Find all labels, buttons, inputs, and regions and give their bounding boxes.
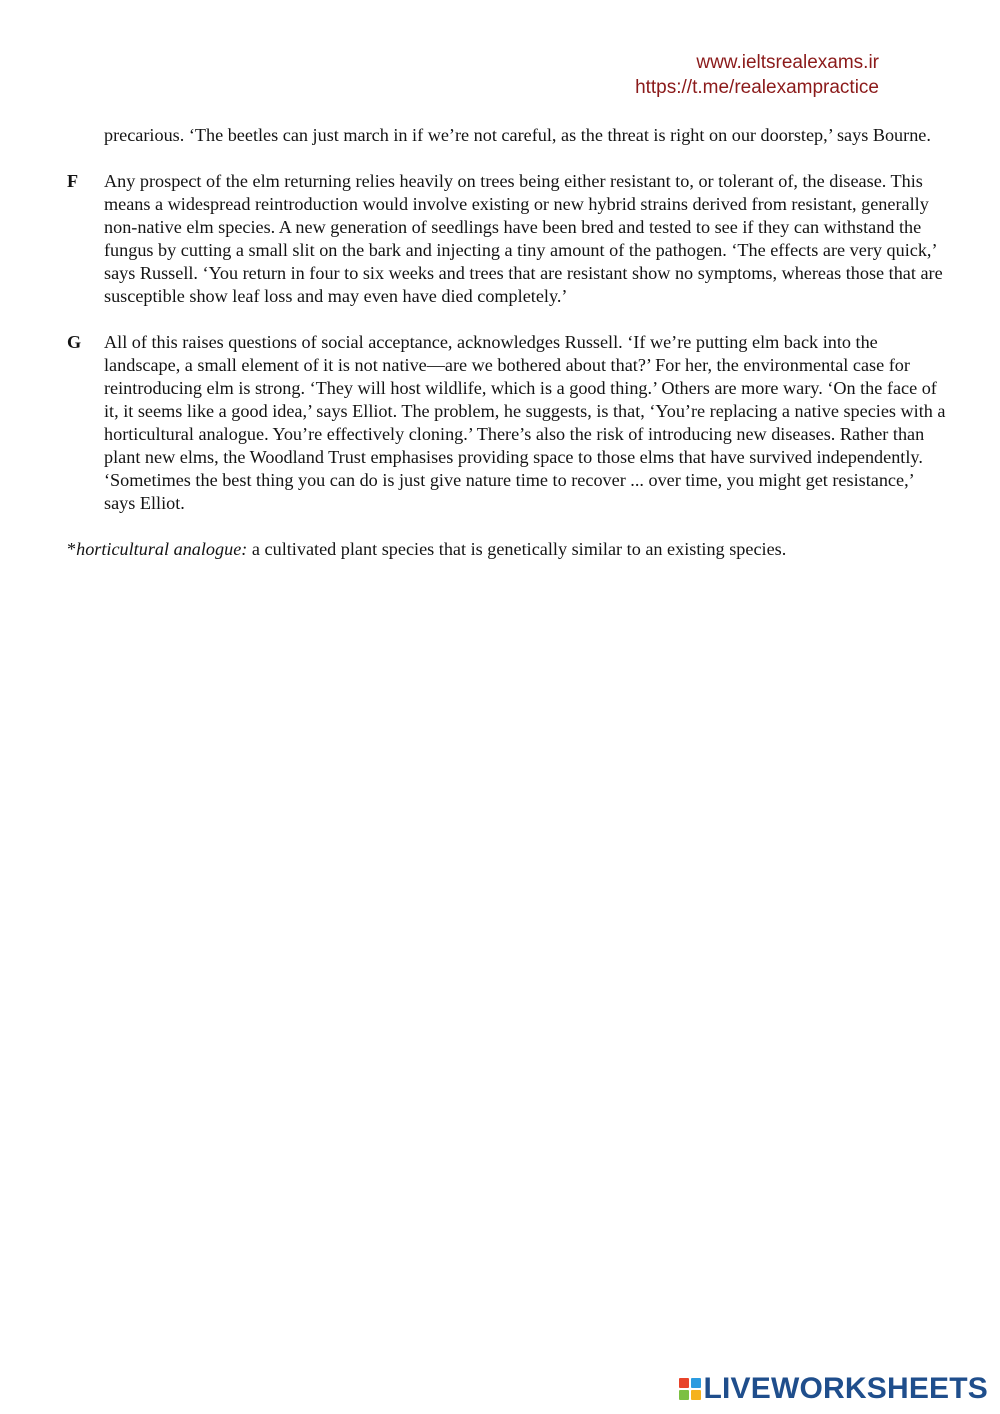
- liveworksheets-blocks-icon: [679, 1378, 701, 1400]
- logo-block: [691, 1378, 701, 1388]
- website-link[interactable]: www.ieltsrealexams.ir: [696, 52, 879, 73]
- footnote-definition: a cultivated plant species that is genetically similar to an existing species.: [247, 539, 787, 559]
- paragraph-letter: F: [67, 171, 79, 191]
- article-body: [67, 124, 947, 561]
- continuation-paragraph: [67, 124, 947, 147]
- logo-block: [679, 1390, 689, 1400]
- logo-block: [679, 1378, 689, 1388]
- logo-text: LIVEWORKSHEETS: [703, 1372, 988, 1405]
- footnote: [67, 538, 947, 561]
- continuation-text: precarious. ‘The beetles can just march in if we’re not careful, as the threat is right on our doorstep,’ says Bourne.: [104, 125, 931, 145]
- liveworksheets-logo[interactable]: [679, 1372, 989, 1406]
- paragraph-text: Any prospect of the elm returning relies heavily on trees being either resistant to, or tolerant of, the disease. This means a widespread reintroduction would involve existing or new hybrid strains derived from resistant, generally non-native elm species. A new generation of seedlings have been bred and tested to see if they can withstand the fungus by cutting a small slit on the bark and injecting a tiny amount of the pathogen. ‘The effects are very quick,’ says Russell. ‘You return in four to six weeks and trees that are resistant show no symptoms, whereas those that are susceptible show leaf loss and may even have died completely.’: [104, 171, 943, 306]
- page-header: [635, 50, 879, 100]
- footnote-term: horticultural analogue:: [76, 539, 248, 559]
- telegram-link[interactable]: https://t.me/realexampractice: [635, 77, 879, 98]
- footnote-marker: *: [67, 539, 77, 559]
- paragraph-f: [67, 170, 947, 308]
- paragraph-text: All of this raises questions of social acceptance, acknowledges Russell. ‘If we’re putting elm back into the landscape, a small element of it is not native—are we bothered about that?’ For her, the environmental case for reintroducing elm is strong. ‘They will host wildlife, which is a good thing.’ Others are more wary. ‘On the face of it, it seems like a good idea,’ says Elliot. The problem, he suggests, is that, ‘You’re replacing a native species with a horticultural analogue. You’re effectively cloning.’ There’s also the risk of introducing new diseases. Rather than plant new elms, the Woodland Trust emphasises providing space to those elms that have survived independently. ‘Sometimes the best thing you can do is just give nature time to recover ... over time, you might get resistance,’ says Elliot.: [104, 332, 946, 513]
- logo-block: [691, 1390, 701, 1400]
- paragraph-letter: G: [67, 332, 82, 352]
- paragraph-g: [67, 331, 947, 515]
